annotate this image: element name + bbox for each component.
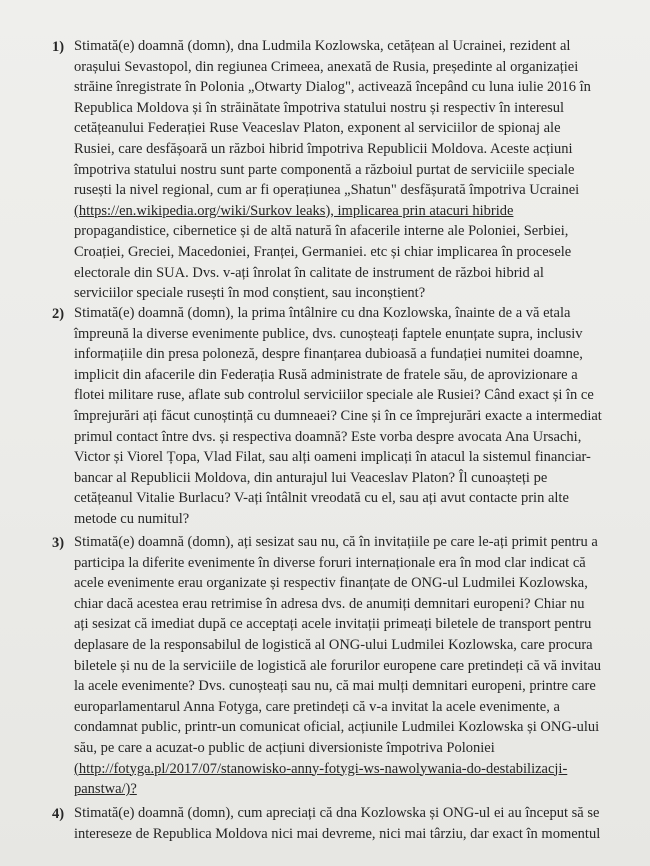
text-line: Stimată(e) doamnă (domn), dna Ludmila Kozlowska, cetățean al Ucrainei, rezident al [74,38,571,54]
text-line: Stimată(e) doamnă (domn), ați sesizat sau nu, că în invitațiile pe care le-ați primit pentru a [74,534,598,550]
text-line: participa la diferite evenimente în diverse foruri internaționale era în mod clar indicat că [74,554,586,571]
text-line: împreună la diverse evenimente publice, dvs. cunoșteați faptele enunțate supra, inclusiv [74,325,583,342]
text-line: rusești la nivel regional, cum ar fi operațiunea „Shatun" desfășurată împotriva Ucrainei [74,182,580,199]
text-line: cetățeanului Federației Ruse Veaceslav Platon, exponent al serviciilor de spionaj ale [74,120,561,137]
text-line: străine înregistrate în Polonia „Otwarty Dialog", activează începând cu luna iulie 2016 în [74,79,591,96]
question-text [74,303,634,530]
text-line: biletele și nu de la serviciile de logistică ale forurilor europene care pretindeți că vă invitau [74,657,602,674]
text-line: intereseze de Republica Moldova nici mai devreme, nici mai târziu, dar exact în momentul [74,825,601,842]
question-number: 2) [52,306,65,322]
text-line: europarlamentarul Anna Fotyga, care pretindeți că v-a invitat la acele evenimente, a [74,698,560,715]
text-line: Stimată(e) doamnă (domn), la prima întâlnire cu dna Kozlowska, înainte de a vă etala [74,305,571,321]
question-text [74,803,634,844]
text-line: cetățeanul Vitalie Burlacu? V-ați întâlnit vreodată cu el, sau ați avut contacte prin alte [74,490,569,507]
text-line: primul contact între dvs. și respectiva doamnă? Este vorba despre avocata Ana Ursachi, [74,428,582,445]
text-line: ați sesizat că imediat după ce acceptați acele invitații primeați biletele de transport pentru [74,616,592,633]
text-line: electorale din SUA. Dvs. v-ați înrolat în calitate de instrument de război hibrid al [74,264,544,281]
wikipedia-link-line[interactable]: (https://en.wikipedia.org/wiki/Surkov leaks), implicarea prin atacuri hibride [74,202,514,219]
text-line: implicit din afacerile din Federația Rusă administrate de fratele său, de aprovizionare a [74,366,578,383]
text-line: Stimată(e) doamnă (domn), cum apreciați că dna Kozlowska și ONG-ul ei au început să se [74,805,600,821]
text-line: condamnat public, printr-un comunicat oficial, acțiunile Ludmilei Kozlowska și ONG-ului [74,719,600,736]
text-line: metode cu numitul? [74,510,190,527]
fotyga-link-line-end[interactable]: panstwa/)? [74,781,137,798]
question-text [74,532,634,800]
text-line: orașului Sevastopol, din regiunea Crimeea, anexată de Rusia, președinte al organizației [74,58,579,75]
question-text [74,36,634,304]
text-line: acele evenimente erau organizate și respectiv finanțate de ONG-ul Ludmilei Kozlowska, [74,575,588,592]
text-line: chiar dacă acestea erau retrimise în adresa dvs. de anumiți demnitari europeni? Chiar nu [74,595,585,612]
text-line: Republica Moldova și în străinătate împotriva statului nostru și respectiv în interesul [74,99,565,116]
text-line: împotriva statului nostru sunt parte componentă a războiul purtat de serviciile speciale [74,161,575,178]
question-number: 1) [52,39,65,55]
fotyga-link-line[interactable]: (http://fotyga.pl/2017/07/stanowisko-anny-fotygi-ws-nawolywania-do-destabilizacji- [74,760,568,777]
text-line: bancar al Republicii Moldova, din anturajul lui Veaceslav Platon? Îl cunoașteți pe [74,469,548,486]
question-number: 4) [52,806,65,822]
question-number: 3) [52,535,65,551]
text-line: flotei militare ruse, aflate sub controlul serviciilor speciale ale Rusiei? Când exact și în ce [74,387,594,404]
text-line: Victor și Viorel Țopa, Vlad Filat, sau alți oameni implicați în atacul la sistemul financiar- [74,449,591,466]
text-line: informațiile din presa poloneză, despre finanțarea dubioasă a fundației numitei doamne, [74,346,583,363]
text-line: Croației, Greciei, Macedoniei, Franței, Germaniei. etc și chiar implicarea în procesele [74,243,572,260]
text-line: deplasare de la responsabilul de logistică al ONG-ului Ludmilei Kozlowska, care procura [74,636,593,653]
text-line: la acele evenimente? Dvs. cunoșteați sau nu, că mai mulți demnitari europeni, printre care [74,678,596,695]
text-line: Rusiei, care desfășoară un război hibrid împotriva Republicii Moldova. Aceste acțiuni [74,140,573,157]
text-line: propagandistice, cibernetice și de altă natură în afacerile interne ale Poloniei, Serbiei, [74,223,569,240]
text-line: serviciilor speciale rusești în mod conștient, sau inconștient? [74,285,426,302]
text-line: împrejurări ați făcut cunoștință cu dumneaei? Cine și în ce împrejurări exacte a intermediat [74,407,602,424]
text-line: său, pe care a acuzat-o public de acțiuni diversioniste împotriva Poloniei [74,739,495,756]
